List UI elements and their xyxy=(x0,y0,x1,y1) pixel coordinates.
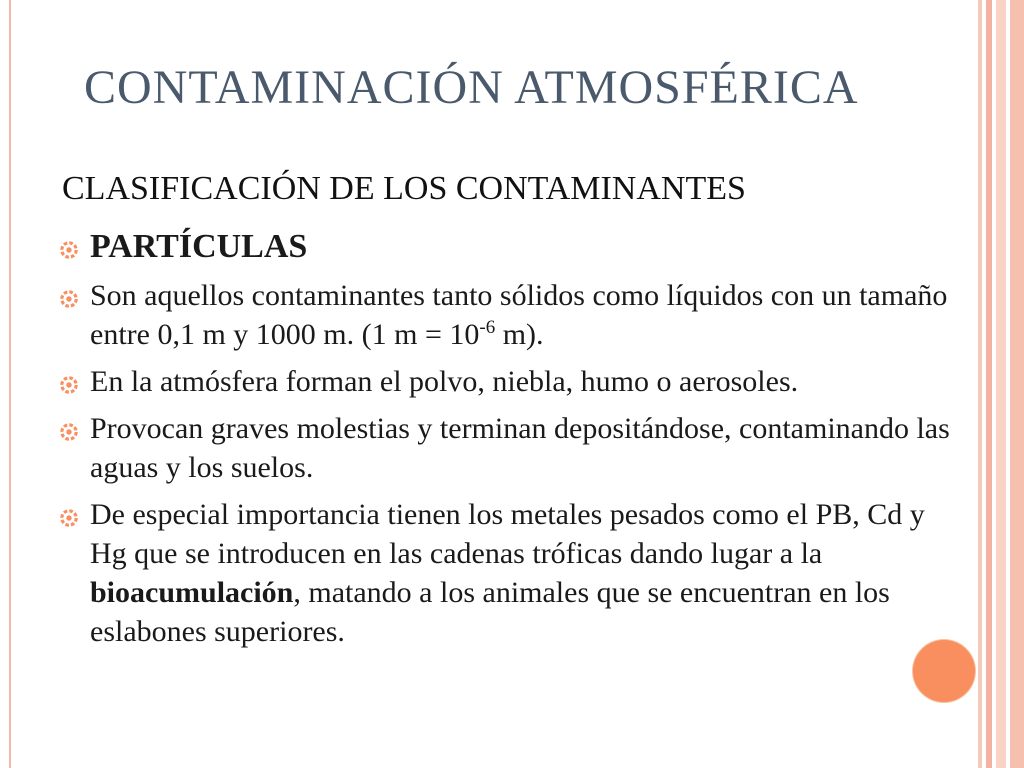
bullet-text: , matando a los animales que se encuentran en los eslabones superiores. xyxy=(90,576,890,648)
bullet-text: En la atmósfera forman el polvo, niebla, humo o aerosoles. xyxy=(90,365,799,398)
bullet-list xyxy=(60,224,960,659)
gear-bullet-icon xyxy=(60,423,78,441)
gear-bullet-icon xyxy=(60,376,78,394)
gear-bullet-icon xyxy=(60,509,78,527)
left-border-line xyxy=(9,0,11,768)
list-item xyxy=(60,276,960,354)
list-item xyxy=(60,362,960,401)
gear-bullet-icon xyxy=(60,241,78,259)
bullet-text: Provocan graves molestias y terminan depositándose, contaminando las aguas y los suelos. xyxy=(90,412,950,484)
decorative-stripe xyxy=(978,0,982,768)
list-item-heading xyxy=(60,224,960,270)
decorative-stripe xyxy=(986,0,992,768)
heading-text: PARTÍCULAS xyxy=(90,228,308,265)
decorative-stripe xyxy=(996,0,1006,768)
slide-title: CONTAMINACIÓN ATMOSFÉRICA xyxy=(84,61,859,114)
bullet-text: m). xyxy=(495,318,544,351)
exponent: -6 xyxy=(479,317,496,338)
bold-term: bioacumulación xyxy=(90,576,294,609)
decorative-circle xyxy=(913,640,975,702)
bullet-text: De especial importancia tienen los metales pesados como el PB, Cd y Hg que se introducen en las cadenas tróficas dando lugar a la xyxy=(90,498,925,570)
gear-bullet-icon xyxy=(60,290,78,308)
list-item xyxy=(60,409,960,487)
bullet-text: Son aquellos contaminantes tanto sólidos como líquidos con un tamaño entre 0,1 m y 1000 m. (1 m = 10 xyxy=(90,279,948,351)
slide-subtitle: CLASIFICACIÓN DE LOS CONTAMINANTES xyxy=(62,170,746,207)
list-item xyxy=(60,495,960,651)
decorative-stripe xyxy=(1010,0,1024,768)
